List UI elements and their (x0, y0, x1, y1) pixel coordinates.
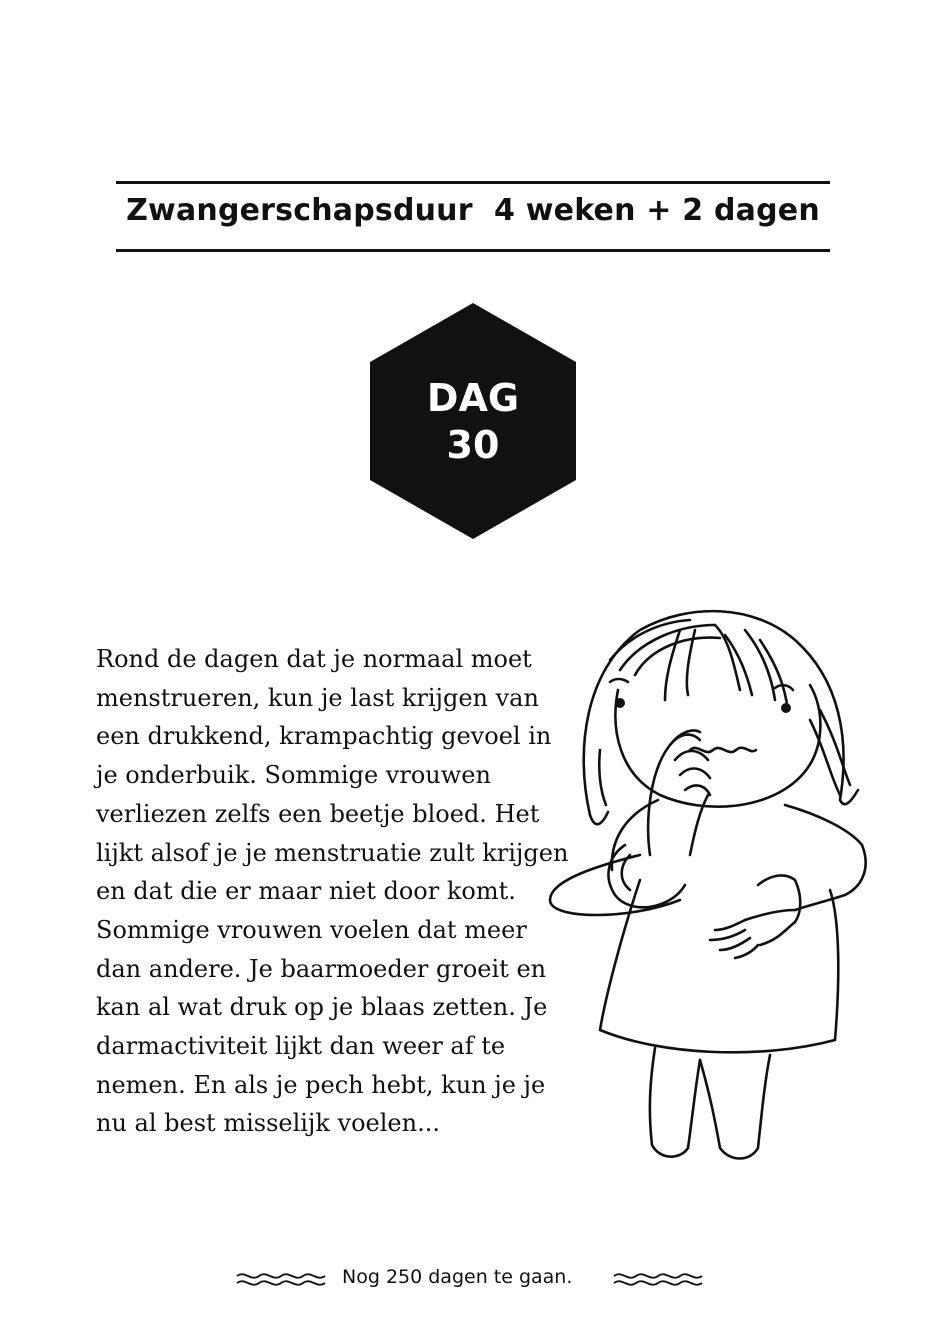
day-badge-number: 30 (446, 423, 500, 467)
body-line: menstrueren, kun je last krijgen van (96, 683, 539, 712)
page-title: Zwangerschapsduur 4 weken + 2 dagen (126, 193, 820, 228)
nauseous-girl-illustration (540, 600, 870, 1170)
body-line: kan al wat druk op je blaas zetten. Je (96, 993, 548, 1022)
header-rule-top (116, 181, 830, 184)
day-badge-text (370, 375, 576, 469)
body-line: en dat die er maar niet door komt. (96, 877, 516, 906)
body-line: nemen. En als je pech hebt, kun je je (96, 1070, 546, 1099)
body-line: nu al best misselijk voelen... (96, 1109, 440, 1138)
header-rule-bottom (116, 249, 830, 252)
body-line: Rond de dagen dat je normaal moet (96, 645, 532, 673)
body-line: verliezen zelfs een beetje bloed. Het (96, 799, 540, 828)
body-line: Sommige vrouwen voelen dat meer (96, 915, 527, 944)
day-badge-label: DAG (426, 376, 520, 420)
days-remaining-text: Nog 250 dagen te gaan. (342, 1266, 573, 1288)
body-line: lijkt alsof je je menstruatie zult krijgen (96, 838, 569, 867)
body-line: je onderbuik. Sommige vrouwen (96, 761, 491, 790)
body-line: een drukkend, krampachtig gevoel in (96, 722, 552, 751)
wave-ornament-icon (235, 1268, 330, 1290)
body-paragraph (96, 640, 569, 1143)
wave-ornament-icon (612, 1268, 707, 1290)
body-line: dan andere. Je baarmoeder groeit en (96, 954, 547, 983)
body-line: darmactiviteit lijkt dan weer af te (96, 1032, 506, 1061)
